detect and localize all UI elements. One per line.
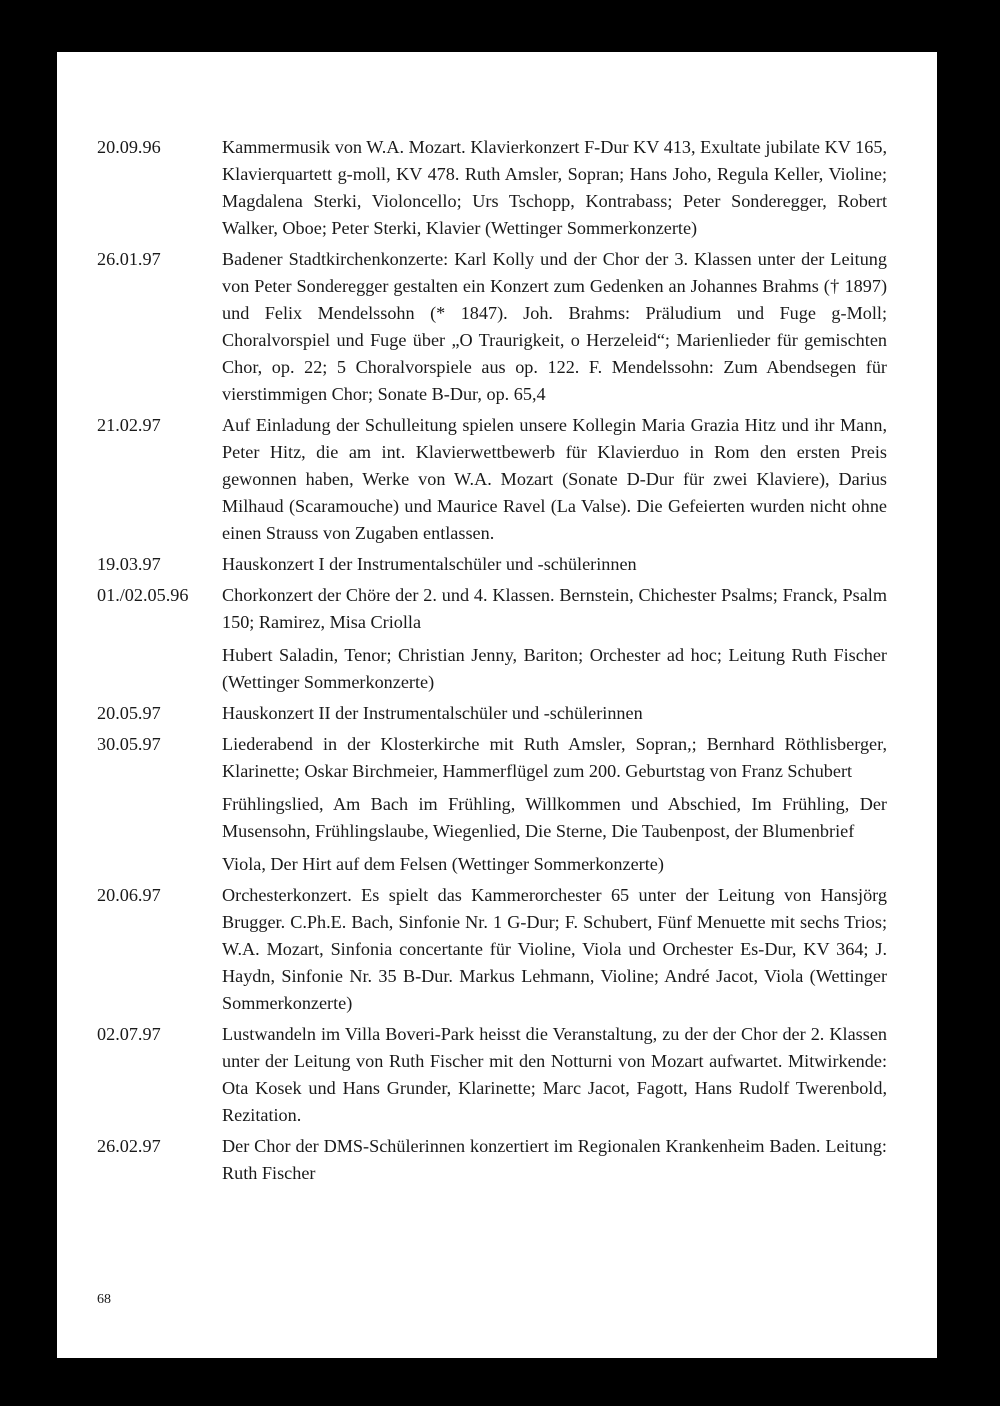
event-paragraph: Badener Stadtkirchenkonzerte: Karl Kolly und der Chor der 3. Klassen unter der Leitung von Peter Sonderegger gestalten ein Konzert zum Gedenken an Johannes Brahms († 1897) und Felix Mendelssohn (* 1847). Joh. Brahms: Präludium und Fuge g-Moll; Choralvorspiel und Fuge über „O Traurigkeit, o Herzeleid“; Marienlieder für gemischten Chor, op. 22; 5 Choralvorspiele aus op. 122. F. Mendelssohn: Zum Abendsegen für vierstimmigen Chor; Sonate B-Dur, op. 65,4	[222, 249, 887, 404]
event-paragraph: Hubert Saladin, Tenor; Christian Jenny, Bariton; Orchester ad hoc; Leitung Ruth Fischer (Wettinger Sommerkonzerte)	[222, 645, 887, 692]
event-description	[222, 882, 887, 1017]
event-description	[222, 551, 887, 578]
event-paragraph: Lustwandeln im Villa Boveri-Park heisst die Veranstaltung, zu der der Chor der 2. Klassen unter der Leitung von Ruth Fischer mit den Notturni von Mozart aufwartet. Mitwirkende: Ota Kosek und Hans Grunder, Klarinette; Marc Jacot, Fagott, Hans Rudolf Twerenbold, Rezitation.	[222, 1024, 887, 1125]
event-entry	[97, 412, 887, 547]
event-date: 20.05.97	[97, 703, 161, 723]
event-description	[222, 731, 887, 878]
event-paragraph: Viola, Der Hirt auf dem Felsen (Wettinger Sommerkonzerte)	[222, 854, 664, 874]
event-paragraph: Frühlingslied, Am Bach im Frühling, Willkommen und Abschied, Im Frühling, Der Musensohn, Frühlingslaube, Wiegenlied, Die Sterne, Die Taubenpost, der Blumenbrief	[222, 794, 887, 841]
event-paragraph: Liederabend in der Klosterkirche mit Ruth Amsler, Sopran,; Bernhard Röthlisberger, Klarinette; Oskar Birchmeier, Hammerflügel zum 200. Geburtstag von Franz Schubert	[222, 734, 887, 781]
event-date: 02.07.97	[97, 1024, 161, 1044]
event-description	[222, 134, 887, 242]
event-description	[222, 246, 887, 408]
event-date: 01./02.05.96	[97, 585, 189, 605]
event-entry	[97, 582, 887, 696]
event-date: 26.02.97	[97, 1136, 161, 1156]
event-paragraph: Hauskonzert II der Instrumentalschüler und -schülerinnen	[222, 703, 643, 723]
event-entry	[97, 134, 887, 242]
event-paragraph: Orchesterkonzert. Es spielt das Kammerorchester 65 unter der Leitung von Hansjörg Brugger. C.Ph.E. Bach, Sinfonie Nr. 1 G-Dur; F. Schubert, Fünf Menuette mit sechs Trios; W.A. Mozart, Sinfonia concertante für Violine, Viola und Orchester Es-Dur, KV 364; J. Haydn, Sinfonie Nr. 35 B-Dur. Markus Lehmann, Violine; André Jacot, Viola (Wettinger Sommerkonzerte)	[222, 885, 887, 1013]
page-number: 68	[97, 1292, 111, 1307]
event-description	[222, 582, 887, 696]
event-entry	[97, 700, 887, 727]
event-date: 20.09.96	[97, 137, 161, 157]
event-paragraph: Auf Einladung der Schulleitung spielen unsere Kollegin Maria Grazia Hitz und ihr Mann, Peter Hitz, die am int. Klavierwettbewerb für Klavierduo in Rom den ersten Preis gewonnen haben, Werke von W.A. Mozart (Sonate D-Dur für zwei Klaviere), Darius Milhaud (Scaramouche) und Maurice Ravel (La Valse). Die Gefeierten wurden nicht ohne einen Strauss von Zugaben entlassen.	[222, 415, 887, 543]
event-paragraph: Kammermusik von W.A. Mozart. Klavierkonzert F-Dur KV 413, Exultate jubilate KV 165, Klavierquartett g-moll, KV 478. Ruth Amsler, Sopran; Hans Joho, Regula Keller, Violine; Magdalena Sterki, Violoncello; Urs Tschopp, Kontrabass; Peter Sonderegger, Robert Walker, Oboe; Peter Sterki, Klavier (Wettinger Sommerkonzerte)	[222, 137, 887, 238]
event-description	[222, 700, 887, 727]
event-date: 26.01.97	[97, 249, 161, 269]
event-entry	[97, 731, 887, 878]
event-entry	[97, 1021, 887, 1129]
event-paragraph: Hauskonzert I der Instrumentalschüler und -schülerinnen	[222, 554, 637, 574]
event-description	[222, 1021, 887, 1129]
document-page	[57, 52, 937, 1358]
event-entry	[97, 882, 887, 1017]
event-entry	[97, 551, 887, 578]
event-list	[97, 134, 887, 1191]
event-description	[222, 412, 887, 547]
event-date: 30.05.97	[97, 734, 161, 754]
event-entry	[97, 1133, 887, 1187]
event-date: 20.06.97	[97, 885, 161, 905]
event-date: 21.02.97	[97, 415, 161, 435]
event-description	[222, 1133, 887, 1187]
event-date: 19.03.97	[97, 554, 161, 574]
event-paragraph: Chorkonzert der Chöre der 2. und 4. Klassen. Bernstein, Chichester Psalms; Franck, Psalm 150; Ramirez, Misa Criolla	[222, 585, 887, 632]
event-paragraph: Der Chor der DMS-Schülerinnen konzertiert im Regionalen Krankenheim Baden. Leitung: Ruth Fischer	[222, 1136, 887, 1183]
event-entry	[97, 246, 887, 408]
